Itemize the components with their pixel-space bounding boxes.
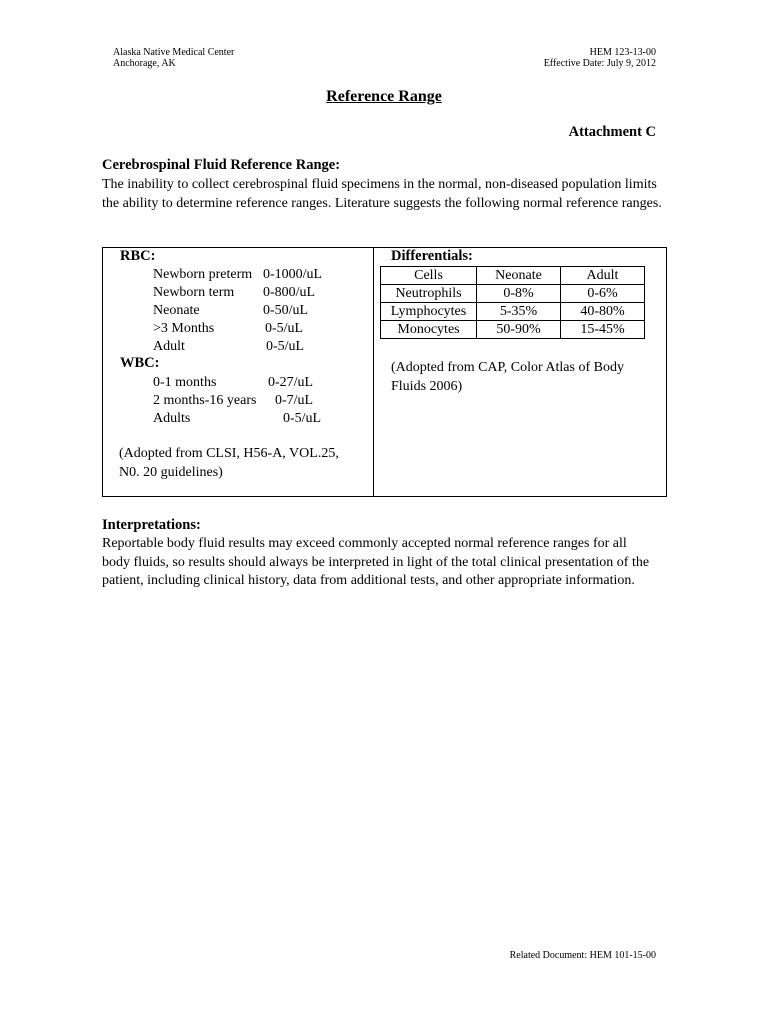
- table-row: [381, 285, 645, 303]
- table-cell: Neutrophils: [381, 285, 477, 303]
- wbc-row-value: 0-27/uL: [268, 375, 314, 390]
- rbc-row-value: 0-1000/uL: [263, 267, 323, 282]
- org-location: Anchorage, AK: [113, 58, 176, 69]
- org-name: Alaska Native Medical Center: [113, 47, 235, 58]
- rbc-row-value: 0-800/uL: [263, 285, 316, 300]
- right-source-line: (Adopted from CAP, Color Atlas of Body: [391, 360, 624, 375]
- table-cell: 0-6%: [561, 285, 645, 303]
- right-source-line: Fluids 2006): [391, 378, 463, 394]
- rbc-row-name: Adult: [153, 339, 185, 354]
- left-source-note: [119, 445, 339, 482]
- table-cell: Lymphocytes: [381, 303, 477, 321]
- wbc-label: WBC:: [120, 355, 160, 371]
- table-cell: 50-90%: [477, 321, 561, 339]
- related-document: Related Document: HEM 101-15-00: [509, 950, 656, 961]
- column-header: Adult: [561, 267, 645, 285]
- wbc-row-value: 0-5/uL: [283, 411, 322, 426]
- attachment-label: Attachment C: [568, 124, 656, 140]
- column-header: Cells: [381, 267, 477, 285]
- left-source-line: (Adopted from CLSI, H56-A, VOL.25,: [119, 446, 339, 461]
- wbc-row-name: 0-1 months: [153, 375, 217, 390]
- column-header: Neonate: [477, 267, 561, 285]
- rbc-row-name: Newborn preterm: [153, 267, 253, 282]
- rbc-row-value: 0-5/uL: [266, 339, 305, 354]
- differentials-label: Differentials:: [391, 248, 473, 264]
- interpretations-text: Reportable body fluid results may exceed commonly accepted normal reference ranges for all body fluids, so results should always be interpreted in light of the total clinical presentation of the patient, including clinical history, data from additional tests, and other appropriate information.: [102, 536, 650, 588]
- wbc-row-name: Adults: [153, 411, 191, 426]
- header-left: [113, 47, 234, 69]
- table-row: [381, 303, 645, 321]
- right-source-note: [391, 359, 624, 396]
- rbc-row-value: 0-5/uL: [265, 321, 304, 336]
- rbc-label: RBC:: [120, 248, 156, 264]
- table-row: [381, 321, 645, 339]
- table-cell: 0-8%: [477, 285, 561, 303]
- table-cell: 15-45%: [561, 321, 645, 339]
- table-cell: 40-80%: [561, 303, 645, 321]
- interpretations-heading: Interpretations:: [102, 517, 201, 533]
- doc-id: HEM 123-13-00: [589, 47, 656, 58]
- wbc-row-name: 2 months-16 years: [153, 393, 257, 408]
- table-header-row: [381, 267, 645, 285]
- table-cell: Monocytes: [381, 321, 477, 339]
- rbc-row-name: Neonate: [153, 303, 200, 318]
- table-cell: 5-35%: [477, 303, 561, 321]
- box-divider: [373, 247, 374, 497]
- effective-date: Effective Date: July 9, 2012: [543, 58, 656, 69]
- rbc-row-name: >3 Months: [153, 321, 215, 336]
- rbc-row-value: 0-50/uL: [263, 303, 309, 318]
- wbc-row-value: 0-7/uL: [275, 393, 314, 408]
- csf-intro: The inability to collect cerebrospinal fluid specimens in the normal, non-diseased population limits the ability to determine reference ranges. Literature suggests the following normal reference ranges.: [102, 177, 662, 211]
- page-title: Reference Range: [326, 88, 442, 105]
- header-right: [544, 47, 656, 69]
- csf-heading: Cerebrospinal Fluid Reference Range:: [102, 157, 341, 173]
- left-source-line: N0. 20 guidelines): [119, 464, 223, 480]
- rbc-row-name: Newborn term: [153, 285, 235, 300]
- differentials-table: [380, 266, 645, 339]
